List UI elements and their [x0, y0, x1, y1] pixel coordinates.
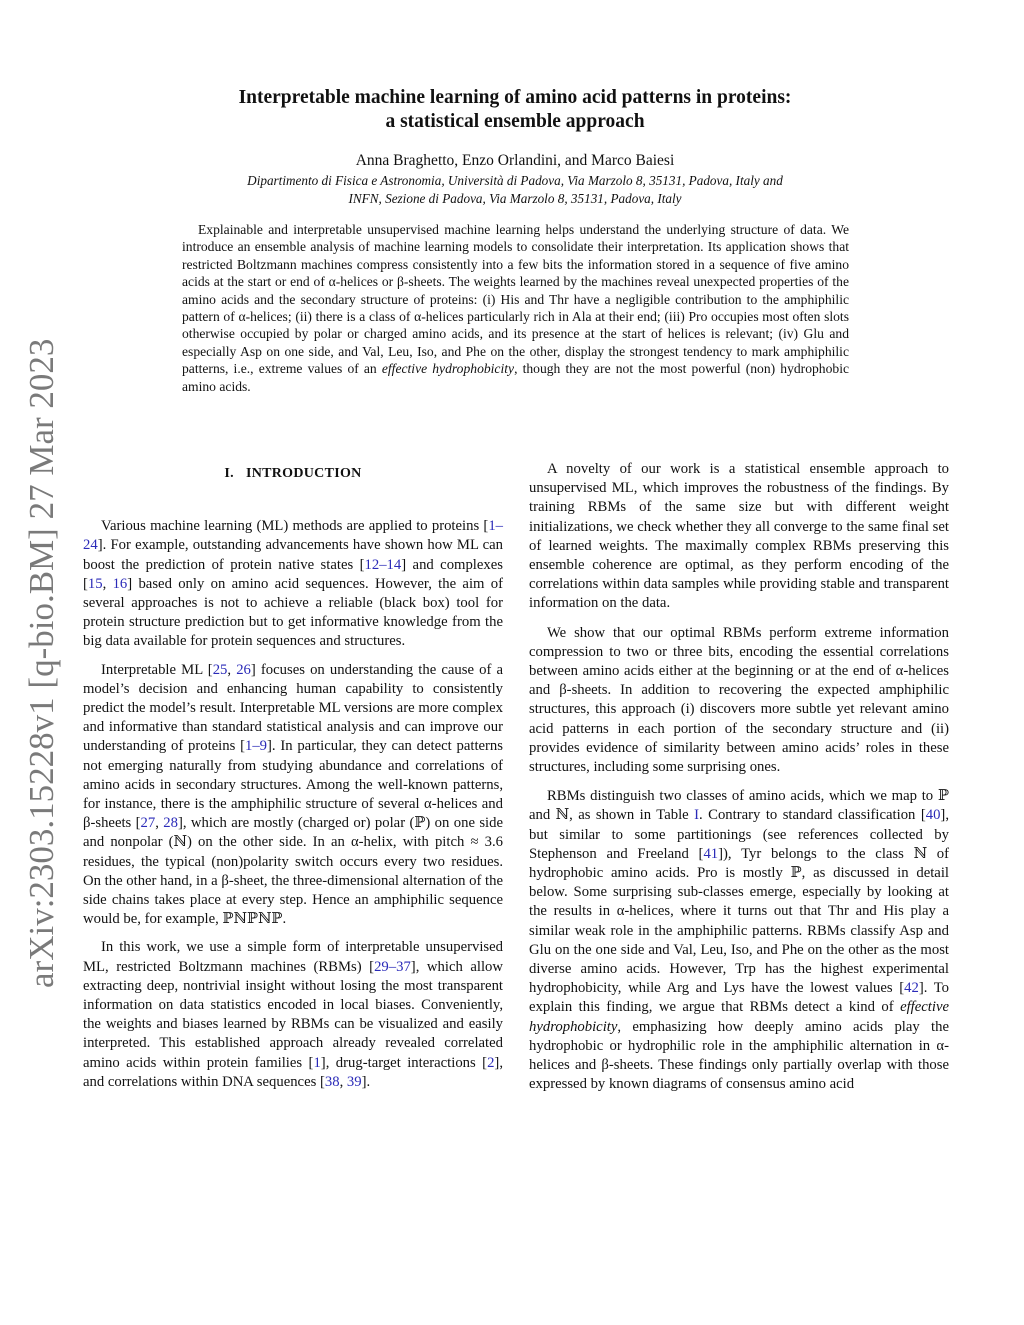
text-run: . Contrary to standard classification [	[699, 807, 926, 824]
citation-link[interactable]: 16	[112, 575, 128, 592]
arxiv-identifier-stamp: arXiv:2303.15228v1 [q-bio.BM] 27 Mar 2023	[22, 338, 61, 988]
intro-paragraph-3	[83, 938, 503, 1092]
text-run: ]. For example, outstanding advancements have shown how ML can boost the prediction of protein native states [	[83, 537, 503, 573]
text-run: ]), Tyr belongs to the class ℕ of hydrophobic amino acids. Pro is mostly ℙ, as discussed in detail below. Some surprising sub-classes emerge, especially by looking at the results in α-helices, where it turns out that Thr and His play a similar weak role in the amphiphilic patterns. RBMs classify Asp and Glu on the one side and Val, Leu, Iso, and Phe on the other as the most diverse amino acids. However, Trp has the highest experimental hydrophobicity, while Arg and Lys have the lowest values [	[529, 845, 949, 997]
right-column	[529, 460, 949, 1095]
paper-title	[160, 86, 870, 134]
citation-link[interactable]: 25	[212, 661, 228, 678]
text-run: RBMs distinguish two classes of amino acids, which we map to ℙ and ℕ, as shown in Table	[529, 788, 949, 824]
text-run: ] based only on amino acid sequences. However, the aim of several approaches is not to achieve a reliable (black box) tool for protein structure prediction but to get informative knowledge from the big data available for protein sequences and structures.	[83, 575, 503, 650]
text-run: , emphasizing how deeply amino acids play the hydrophobic or hydrophilic role in the amphiphilic alternation in α-helices and β-sheets. These findings only partially overlap with those expressed by known diagrams of consensus amino acid	[529, 1018, 949, 1093]
text-run: ,	[155, 815, 164, 832]
citation-link[interactable]: 28	[163, 815, 178, 832]
paragraph-gap	[529, 777, 949, 787]
intro-paragraph-5: We show that our optimal RBMs perform extreme information compression to two or three bits, encoding the essential correlations between amino acids either at the beginning or at the end of α-helices and β-sheets. In addition to recovering the expected amphiphilic structures, this approach (i) discovers more subtle yet relevant amino acid patterns in each portion of the secondary structure and (ii) provides evidence of similarity between amino acids’ roles in these structures, including some surprising ones.	[529, 624, 949, 776]
text-run: Interpretable ML [	[101, 661, 213, 678]
text-run: ] and complexes [	[83, 556, 503, 592]
text-run: ].	[361, 1073, 371, 1090]
italic-term: effective hydrophobicity	[529, 999, 949, 1035]
citation-link[interactable]: 27	[140, 815, 156, 832]
abstract	[182, 221, 849, 395]
affiliation-line-1: Dipartimento di Fisica e Astronomia, Università di Padova, Via Marzolo 8, 35131, Padova, Italy and	[247, 173, 783, 188]
paragraph-gap	[83, 652, 503, 661]
text-run: ,	[339, 1073, 347, 1090]
intro-paragraph-1	[83, 517, 503, 651]
affiliation	[150, 172, 880, 208]
citation-link[interactable]: 2	[487, 1054, 495, 1071]
citation-link[interactable]: 1–9	[244, 738, 267, 755]
section-number: I.	[224, 466, 234, 481]
paragraph-gap	[83, 929, 503, 938]
text-run: ], which allow extracting deep, nontrivial insight without losing the most transparent information on data statistics encoded in local biases. Conveniently, the weights and biases learned by RBMs can be visualized and easily interpreted. This established approach already revealed correlated amino acids within protein families [	[83, 958, 503, 1071]
citation-link[interactable]: 38	[324, 1073, 340, 1090]
citation-link[interactable]: 40	[925, 807, 941, 824]
intro-paragraph-6	[529, 787, 949, 1094]
text-run: ], which are mostly (charged or) polar (ℙ) on one side and nonpolar (ℕ) on the other side. In an α-helix, with pitch ≈ 3.6 residues, the typical (non)polarity switch occurs every two residues. On the other hand, in a β-sheet, the three-dimensional alternation of the side chains takes place at every step. Hence an amphiphilic sequence would be, for example, ℙℕℙℕℙ.	[83, 815, 504, 928]
table-reference-link[interactable]: I	[694, 807, 700, 824]
intro-paragraph-2	[83, 661, 503, 930]
left-column	[83, 460, 503, 1092]
abstract-text-2: , though they are not the most powerful (non) hydrophobic amino acids.	[182, 361, 850, 394]
text-run: ]. To explain this finding, we argue that RBMs detect a kind of	[529, 980, 949, 1016]
text-run: ] focuses on understanding the cause of a model’s decision and enhancing human capability to consistently predict the model’s result. Interpretable ML versions are more complex and informative than standard statistical analysis and can improve our understanding of proteins [	[83, 661, 504, 755]
citation-link[interactable]: 12–14	[364, 556, 402, 573]
citation-link[interactable]: 15	[87, 575, 103, 592]
paragraph-gap	[529, 614, 949, 624]
citation-link[interactable]: 1–24	[83, 518, 503, 554]
citation-link[interactable]: 1	[313, 1054, 321, 1071]
author-list: Anna Braghetto, Enzo Orlandini, and Marco Baiesi	[355, 152, 675, 169]
intro-paragraph-4: A novelty of our work is a statistical ensemble approach to unsupervised ML, which improves the robustness of the findings. By training RBMs of the same size but with different weight initializations, we check whether they all converge to the same final set of learned weights. The maximally complex RBMs preserving this ensemble coherence are optimal, as they perform encoding of the correlations within data samples while providing stable and transparent information on the data.	[529, 461, 949, 612]
text-run: ,	[102, 575, 113, 592]
title-line-1: Interpretable machine learning of amino acid patterns in proteins:	[238, 87, 792, 108]
citation-link[interactable]: 29–37	[374, 958, 411, 975]
citation-link[interactable]: 42	[904, 980, 919, 997]
title-line-2: a statistical ensemble approach	[385, 111, 645, 132]
text-run: ]. In particular, they can detect patterns not emerging naturally from studying abundance and correlations of amino acids in secondary structures. Among the well-known patterns, for instance, there is the amphiphilic structure of several α-helices and β-sheets [	[83, 738, 503, 832]
abstract-italic-term: effective hydrophobicity	[381, 361, 515, 377]
section-heading	[83, 464, 503, 483]
text-run: ], and correlations within DNA sequences [	[83, 1054, 503, 1090]
affiliation-line-2: INFN, Sezione di Padova, Via Marzolo 8, 35131, Padova, Italy	[348, 191, 682, 206]
citation-link[interactable]: 41	[703, 845, 719, 862]
text-run: Various machine learning (ML) methods are applied to proteins [	[101, 518, 489, 535]
citation-link[interactable]: 39	[346, 1073, 362, 1090]
text-run: ,	[227, 661, 237, 678]
abstract-text-1: Explainable and interpretable unsupervised machine learning helps understand the underlying structure of data. We introduce an ensemble analysis of machine learning models to consolidate their interpretation. Its application shows that restricted Boltzmann machines compress consistently into a few bits the information stored in a sequence of five amino acids at the start or end of α-helices or β-sheets. The weights learned by the machines reveal unexpected properties of the amino acids and the secondary structure of proteins: (i) His and Thr have a negligible contribution to the amphiphilic pattern of α-helices; (ii) there is a class of α-helices particularly rich in Ala at their end; (iii) Pro occupies most often slots otherwise occupied by polar or charged amino acids, and its presence at the start of helices is relevant; (iv) Glu and especially Asp on one side, and Val, Leu, Iso, and Phe on the other, display the strongest tendency to mark amphiphilic patterns, i.e., extreme values of an	[182, 222, 849, 377]
citation-link[interactable]: 26	[236, 661, 251, 678]
text-run: ], but similar to some partitionings (see references collected by Stephenson and Freeland [	[529, 807, 949, 862]
text-run: ], drug-target interactions [	[320, 1054, 488, 1071]
section-title: INTRODUCTION	[245, 466, 362, 481]
text-run: In this work, we use a simple form of interpretable unsupervised ML, restricted Boltzmann machines (RBMs) [	[83, 939, 503, 975]
